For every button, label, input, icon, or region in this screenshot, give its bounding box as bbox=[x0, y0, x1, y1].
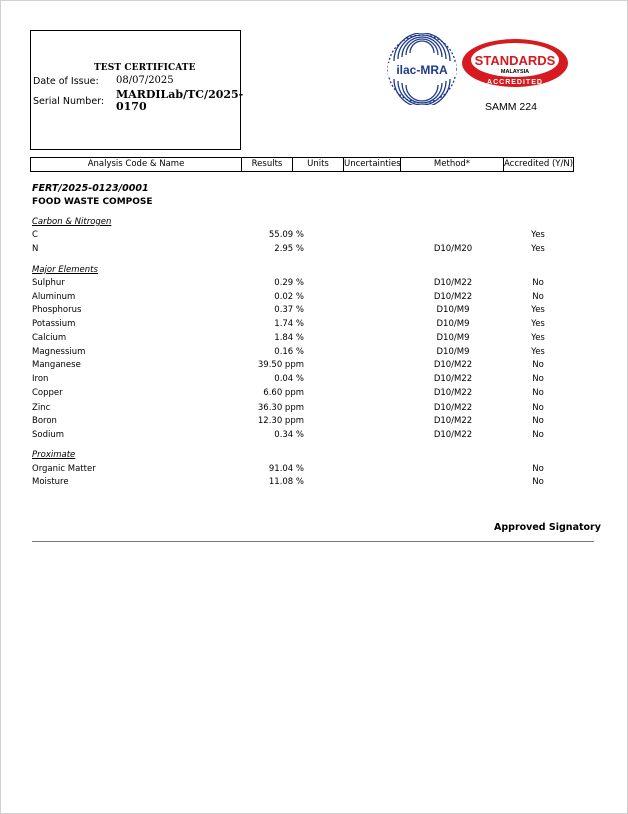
row-name: Sulphur bbox=[32, 278, 65, 288]
row-name: Potassium bbox=[32, 319, 76, 329]
row-name: Manganese bbox=[32, 360, 81, 370]
row-accredited: Yes bbox=[531, 305, 545, 315]
table-row bbox=[0, 430, 628, 443]
row-method: D10/M9 bbox=[436, 333, 470, 343]
row-result: 0.34 % bbox=[274, 430, 304, 440]
row-result: 0.04 % bbox=[274, 374, 304, 384]
table-row bbox=[0, 388, 628, 401]
row-method: D10/M22 bbox=[433, 416, 473, 426]
row-name: Calcium bbox=[32, 333, 67, 343]
table-row bbox=[0, 416, 628, 429]
ilac-mra-logo bbox=[386, 33, 458, 105]
row-method: D10/M22 bbox=[433, 374, 473, 384]
row-accredited: No bbox=[532, 278, 544, 288]
row-accredited: No bbox=[532, 388, 544, 398]
table-row bbox=[0, 464, 628, 477]
row-method: D10/M22 bbox=[433, 388, 473, 398]
section-title: Proximate bbox=[32, 450, 76, 460]
row-accredited: No bbox=[532, 374, 544, 384]
table-row bbox=[0, 374, 628, 387]
row-accredited: Yes bbox=[531, 347, 545, 357]
row-method: D10/M22 bbox=[433, 292, 473, 302]
serial-number-label: Serial Number: bbox=[33, 96, 105, 107]
row-method: D10/M22 bbox=[433, 278, 473, 288]
table-row bbox=[0, 230, 628, 243]
header-units: Units bbox=[292, 157, 344, 172]
section-title: Carbon & Nitrogen bbox=[32, 217, 112, 227]
row-name: Phosphorus bbox=[32, 305, 82, 315]
issue-date-label: Date of Issue: bbox=[33, 76, 99, 87]
row-accredited: Yes bbox=[531, 244, 545, 254]
table-row bbox=[0, 360, 628, 373]
row-name: Boron bbox=[32, 416, 57, 426]
table-row bbox=[0, 333, 628, 346]
row-name: Sodium bbox=[32, 430, 65, 440]
row-accredited: No bbox=[532, 416, 544, 426]
row-name: Iron bbox=[32, 374, 49, 384]
row-accredited: No bbox=[532, 292, 544, 302]
table-row bbox=[0, 244, 628, 257]
row-result: 2.95 % bbox=[274, 244, 304, 254]
row-result: 55.09 % bbox=[268, 230, 304, 240]
header-analysis: Analysis Code & Name bbox=[30, 157, 242, 172]
row-result: 0.37 % bbox=[274, 305, 304, 315]
row-result: 91.04 % bbox=[268, 464, 304, 474]
row-name: Aluminum bbox=[32, 292, 76, 302]
issue-date-value: 08/07/2025 bbox=[116, 75, 174, 86]
standards-accredited-text: ACCREDITED bbox=[487, 79, 543, 86]
row-method: D10/M9 bbox=[436, 305, 470, 315]
row-name: Moisture bbox=[32, 477, 69, 487]
standards-country-text: MALAYSIA bbox=[500, 69, 530, 75]
row-result: 0.16 % bbox=[274, 347, 304, 357]
signature-line bbox=[32, 541, 594, 542]
row-name: Zinc bbox=[32, 403, 51, 413]
sample-name: FOOD WASTE COMPOSE bbox=[32, 197, 153, 207]
row-accredited: Yes bbox=[531, 319, 545, 329]
row-name: Magnessium bbox=[32, 347, 86, 357]
header-uncertainties: Uncertainties bbox=[343, 157, 401, 172]
row-result: 11.08 % bbox=[268, 477, 304, 487]
row-accredited: No bbox=[532, 464, 544, 474]
table-row bbox=[0, 477, 628, 490]
row-method: D10/M22 bbox=[433, 403, 473, 413]
row-result: 12.30 ppm bbox=[257, 416, 304, 426]
row-method: D10/M9 bbox=[436, 319, 470, 329]
row-method: D10/M9 bbox=[436, 347, 470, 357]
header-results: Results bbox=[241, 157, 293, 172]
table-row bbox=[0, 319, 628, 332]
row-accredited: Yes bbox=[531, 333, 545, 343]
row-accredited: No bbox=[532, 403, 544, 413]
header-accredited: Accredited (Y/N) bbox=[503, 157, 574, 172]
standards-logo-text: STANDARDS bbox=[474, 53, 556, 68]
row-accredited: Yes bbox=[531, 230, 545, 240]
table-row bbox=[0, 347, 628, 360]
table-header bbox=[30, 157, 572, 171]
ilac-logo-text: ilac-MRA bbox=[396, 63, 448, 77]
row-result: 1.84 % bbox=[274, 333, 304, 343]
row-name: Organic Matter bbox=[32, 464, 96, 474]
row-name: C bbox=[32, 230, 38, 240]
row-result: 0.29 % bbox=[274, 278, 304, 288]
row-result: 0.02 % bbox=[274, 292, 304, 302]
standards-malaysia-logo bbox=[461, 38, 569, 88]
row-result: 6.60 ppm bbox=[263, 388, 304, 398]
table-row bbox=[0, 403, 628, 416]
row-accredited: No bbox=[532, 477, 544, 487]
sample-code: FERT/2025-0123/0001 bbox=[32, 183, 149, 194]
samm-number: SAMM 224 bbox=[485, 101, 537, 113]
table-row bbox=[0, 305, 628, 318]
row-name: N bbox=[32, 244, 39, 254]
table-row bbox=[0, 278, 628, 291]
row-method: D10/M20 bbox=[433, 244, 473, 254]
header-method: Method* bbox=[400, 157, 504, 172]
row-method: D10/M22 bbox=[433, 430, 473, 440]
serial-number-value: MARDILab/TC/2025-0170 bbox=[116, 88, 244, 113]
table-row bbox=[0, 292, 628, 305]
section-title: Major Elements bbox=[32, 265, 98, 275]
certificate-title: TEST CERTIFICATE bbox=[94, 63, 196, 73]
row-name: Copper bbox=[32, 388, 63, 398]
row-accredited: No bbox=[532, 430, 544, 440]
row-result: 36.30 ppm bbox=[257, 403, 304, 413]
row-result: 1.74 % bbox=[274, 319, 304, 329]
row-method: D10/M22 bbox=[433, 360, 473, 370]
row-result: 39.50 ppm bbox=[257, 360, 304, 370]
approved-signatory: Approved Signatory bbox=[494, 522, 601, 533]
row-accredited: No bbox=[532, 360, 544, 370]
